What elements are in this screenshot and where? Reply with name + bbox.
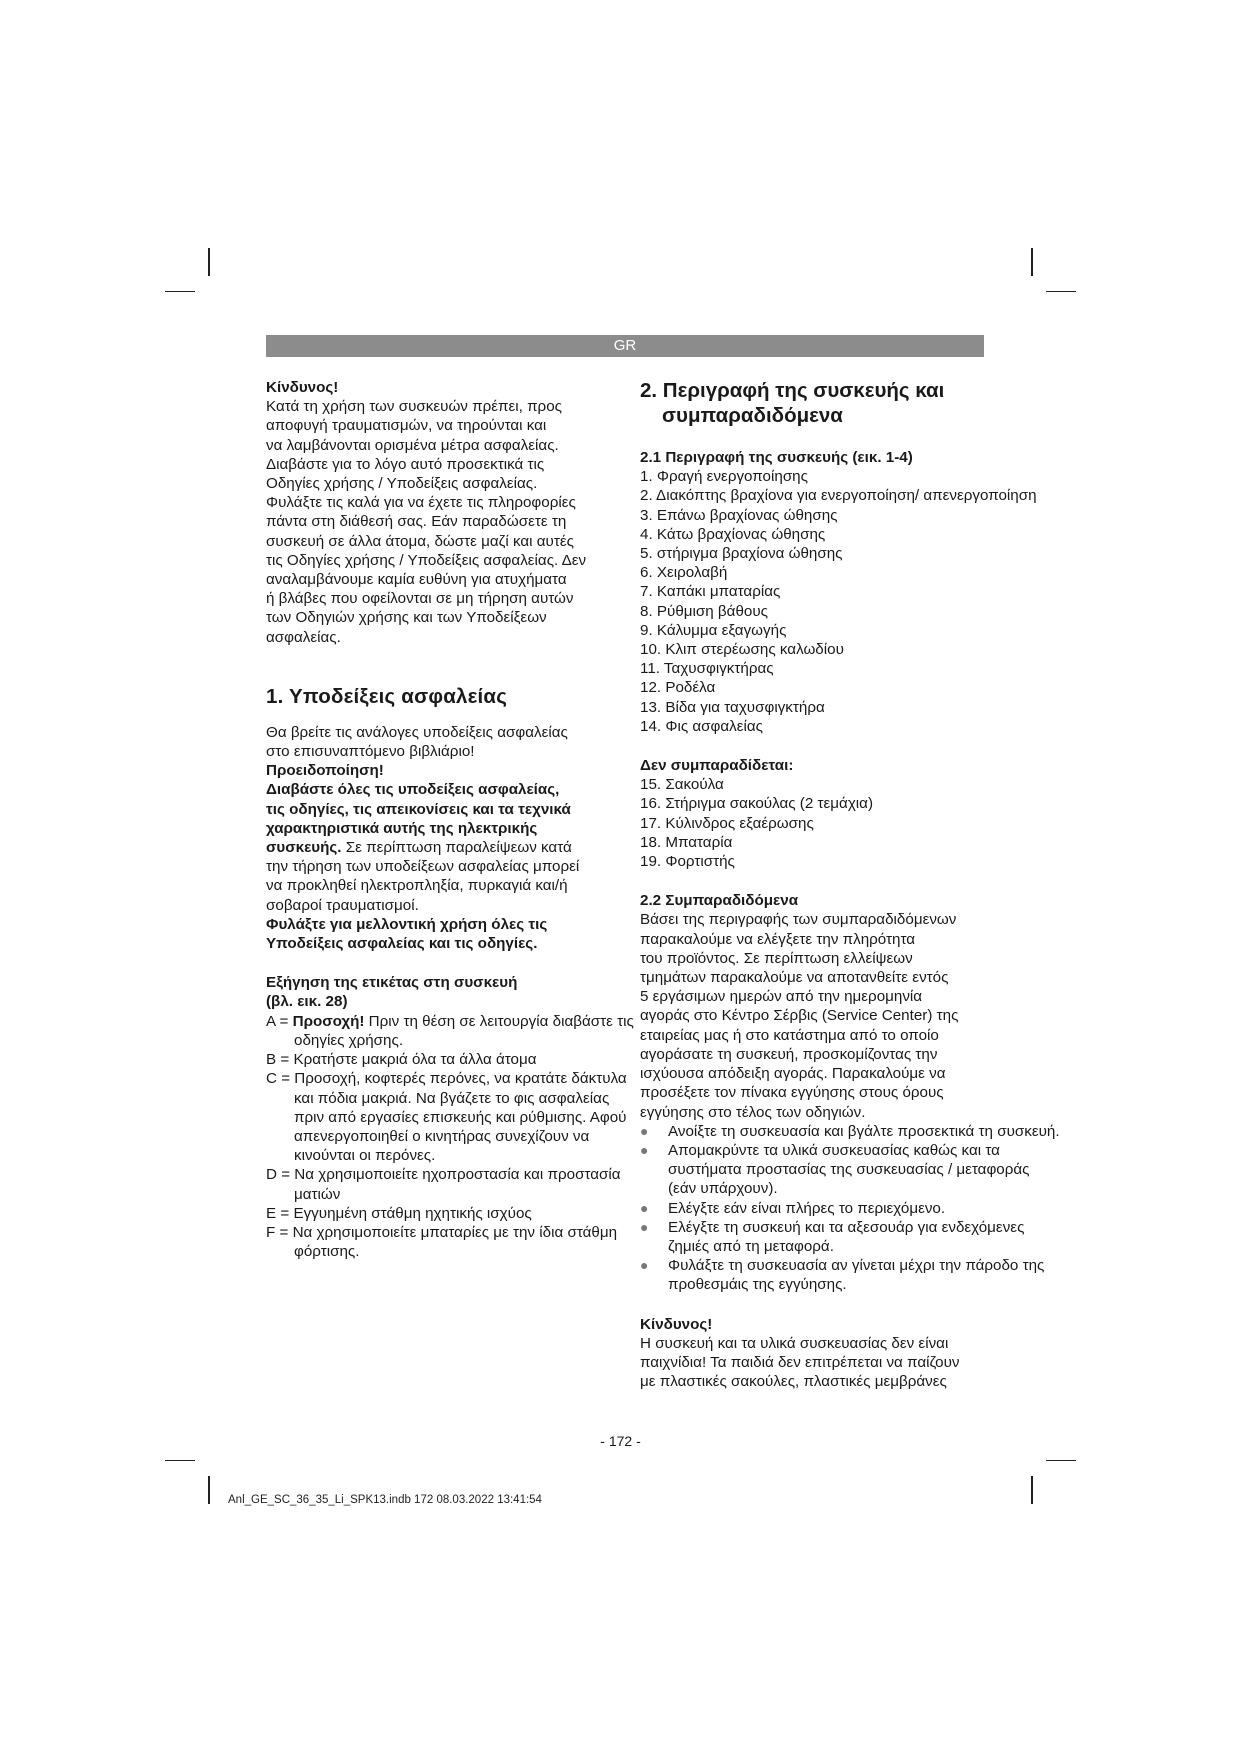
language-header-bar — [266, 335, 984, 357]
section2-heading: 2. Περιγραφή της συσκευής και — [640, 379, 945, 402]
bullet-item: ● Απομακρύντε τα υλικά συσκευασίας καθώς και τα συστήματα προστασίας της συσκευασίας / μεταφοράς (εάν υπάρχουν). — [640, 1141, 1030, 1198]
scope-line: τμημάτων παρακαλούμε να αποτανθείτε εντός — [640, 969, 949, 987]
danger-line: ή βλάβες που οφείλονται σε μη τήρηση αυτών — [266, 590, 574, 608]
danger-line: να λαμβάνονται ορισμένα μέτρα ασφαλείας. — [266, 436, 559, 454]
crop-mark — [1031, 248, 1033, 276]
danger2-line: Η συσκευή και τα υλικά συσκευασίας δεν είναι — [640, 1334, 949, 1352]
danger2-line: παιχνίδια! Τα παιδιά δεν επιτρέπεται να παίζουν — [640, 1353, 960, 1371]
scope-line: εγγύησης στο τέλος των οδηγιών. — [640, 1103, 866, 1121]
device-item: 8. Ρύθμιση βάθους — [640, 602, 768, 620]
label-item: C = Προσοχή, κοφτερές περόνες, να κρατάτε δάκτυλα και πόδια μακριά. Να βγάζετε το φις ασφαλείας πριν από εργασίες επισκευής και ρύθμισης. Αφού απενεργοποιηθεί ο κινητήρας συνεχίζουν να κινούνται οι περόνες. — [266, 1070, 627, 1165]
danger-title: Κίνδυνος! — [266, 379, 339, 396]
label-explanation-title: (βλ. εικ. 28) — [266, 993, 348, 1011]
danger-line: τις Οδηγίες χρήσης / Υποδείξεις ασφαλείας. Δεν — [266, 551, 587, 569]
section1-line: Θα βρείτε τις ανάλογες υποδείξεις ασφαλείας — [266, 723, 568, 741]
danger2-title: Κίνδυνος! — [640, 1315, 713, 1333]
right-column — [640, 378, 1060, 1391]
warning-title: Προειδοποίηση! — [266, 762, 384, 780]
bullet-icon: ● — [640, 1122, 649, 1139]
warning-bold-line: χαρακτηριστικά αυτής της ηλεκτρικής — [266, 819, 538, 837]
danger-line: πάντα στη διάθεσή σας. Εάν παραδώσετε τη — [266, 513, 567, 531]
subsection-2-2-title: 2.2 Συμπαραδιδόμενα — [640, 892, 799, 910]
scope-line: αγοράς στο Κέντρο Σέρβις (Service Center) της — [640, 1007, 959, 1025]
left-column — [266, 378, 638, 1261]
crop-mark — [208, 248, 210, 276]
page-number: - 172 - — [600, 1433, 641, 1449]
danger-line: Κατά τη χρήση των συσκευών πρέπει, προς — [266, 398, 562, 416]
device-item: 3. Επάνω βραχίονας ώθησης — [640, 506, 838, 524]
label-item: B = Κρατήστε μακριά όλα τα άλλα άτομα — [266, 1051, 537, 1069]
scope-line: ισχύουσα απόδειξη αγοράς. Παρακαλούμε να — [640, 1065, 946, 1083]
device-item: 1. Φραγή ενεργοποίησης — [640, 468, 808, 486]
bullet-icon: ● — [640, 1218, 649, 1235]
warning-bold-line: τις οδηγίες, τις απεικονίσεις και τα τεχνικά — [266, 800, 571, 818]
print-footer: Anl_GE_SC_36_35_Li_SPK13.indb 172 08.03.2022 13:41:54 — [228, 1494, 542, 1506]
device-item: 2. Διακόπτης βραχίονα για ενεργοποίηση/ απενεργοποίηση — [640, 487, 1037, 505]
danger-line: Διαβάστε για το λόγο αυτό προσεκτικά τις — [266, 455, 545, 473]
language-label: GR — [613, 337, 637, 354]
keep-bold-line: Φυλάξτε για μελλοντική χρήση όλες τις — [266, 915, 548, 933]
section1-line: στο επισυναπτόμενο βιβλιάριο! — [266, 743, 475, 761]
warning-mixed-line — [266, 838, 638, 857]
section1-heading: 1. Υποδείξεις ασφαλείας — [266, 684, 508, 708]
crop-mark — [1046, 291, 1076, 292]
danger-line: Οδηγίες χρήσης / Υποδείξεις ασφαλείας. — [266, 475, 538, 493]
label-explanation-title: Εξήγηση της ετικέτας στη συσκευή — [266, 974, 518, 992]
device-item: 14. Φις ασφαλείας — [640, 717, 763, 735]
warning-line: σοβαροί τραυματισμοί. — [266, 896, 419, 914]
not-included-item: 15. Σακούλα — [640, 776, 724, 794]
label-item: D = Να χρησιμοποιείτε ηχοπροστασία και προστασία ματιών — [266, 1166, 621, 1203]
scope-line: παρακαλούμε να ελέγξετε την πληρότητα — [640, 930, 916, 948]
scope-line: εταιρείας μας ή στο κατάστημα από το οποίο — [640, 1026, 939, 1044]
warning-mixed-bold: συσκευής. — [266, 839, 342, 857]
bullet-item: ● Ελέγξτε τη συσκευή και τα αξεσουάρ για ενδεχόμενες ζημιές από τη μεταφορά. — [640, 1218, 1025, 1255]
device-item: 11. Ταχυσφιγκτήρας — [640, 660, 774, 678]
not-included-item: 18. Μπαταρία — [640, 833, 733, 851]
bullet-icon: ● — [640, 1257, 649, 1274]
device-item: 6. Χειρολαβή — [640, 564, 728, 582]
crop-mark — [165, 291, 195, 292]
crop-mark — [165, 1460, 195, 1461]
danger-line: αποφυγή τραυματισμών, να τηρούνται και — [266, 417, 547, 435]
not-included-item: 17. Κύλινδρος εξαέρωσης — [640, 814, 814, 832]
device-item: 7. Καπάκι μπαταρίας — [640, 583, 781, 601]
scope-line: Βάσει της περιγραφής των συμπαραδιδόμενων — [640, 911, 957, 929]
scope-line: προσέξετε τον πίνακα εγγύησης στους όρους — [640, 1084, 944, 1102]
danger-line: αναλαμβάνουμε καμία ευθύνη για ατυχήματα — [266, 571, 567, 589]
scope-line: 5 εργάσιμων ημερών από την ημερομηνία — [640, 988, 923, 1006]
warning-bold-line: Διαβάστε όλες τις υποδείξεις ασφαλείας, — [266, 781, 560, 799]
not-included-item: 16. Στήριγμα σακούλας (2 τεμάχια) — [640, 795, 874, 813]
device-item: 5. στήριγμα βραχίονα ώθησης — [640, 545, 843, 563]
not-included-title: Δεν συμπαραδίδεται: — [640, 757, 794, 775]
danger-line: των Οδηγιών χρήσης και των Υποδείξεων — [266, 609, 547, 627]
device-item: 10. Κλιπ στερέωσης καλωδίου — [640, 641, 844, 659]
bullet-item: ● Ανοίξτε τη συσκευασία και βγάλτε προσεκτικά τη συσκευή. — [640, 1122, 1060, 1140]
device-item: 4. Κάτω βραχίονας ώθησης — [640, 525, 826, 543]
warning-line: την τήρηση των υποδείξεων ασφαλείας μπορεί — [266, 858, 580, 876]
device-item: 12. Ροδέλα — [640, 679, 716, 697]
not-included-item: 19. Φορτιστής — [640, 853, 735, 871]
danger-line: συσκευή σε άλλα άτομα, δώστε μαζί και αυτές — [266, 532, 574, 550]
danger-line: ασφαλείας. — [266, 628, 341, 646]
label-item: E = Εγγυημένη στάθμη ηχητικής ισχύος — [266, 1204, 532, 1222]
keep-bold-line: Υποδείξεις ασφαλείας και τις οδηγίες. — [266, 935, 538, 953]
bullet-item: ● Ελέγξτε εάν είναι πλήρες το περιεχόμενο. — [640, 1199, 946, 1217]
warning-mixed-rest: Σε περίπτωση παραλείψεων κατά — [341, 839, 572, 857]
bullet-icon: ● — [640, 1199, 649, 1216]
crop-mark — [1031, 1476, 1033, 1504]
device-item: 13. Βίδα για ταχυσφιγκτήρα — [640, 698, 825, 716]
warning-line: να προκληθεί ηλεκτροπληξία, πυρκαγιά και/ή — [266, 877, 568, 895]
label-item: A = Προσοχή! Πριν τη θέση σε λειτουργία διαβάστε τις οδηγίες χρήσης. — [266, 1012, 634, 1049]
bullet-icon: ● — [640, 1141, 649, 1158]
section2-heading: συμπαραδιδόμενα — [662, 404, 843, 427]
crop-mark — [1046, 1460, 1076, 1461]
scope-line: του προϊόντος. Σε περίπτωση ελλείψεων — [640, 949, 913, 967]
danger2-line: με πλαστικές σακούλες, πλαστικές μεμβράνες — [640, 1373, 947, 1391]
danger-line: Φυλάξτε τις καλά για να έχετε τις πληροφορίες — [266, 494, 576, 512]
subsection-2-1-title: 2.1 Περιγραφή της συσκευής (εικ. 1-4) — [640, 449, 913, 466]
label-item: F = Να χρησιμοποιείτε μπαταρίες με την ίδια στάθμη φόρτισης. — [266, 1223, 618, 1261]
bullet-item: ● Φυλάξτε τη συσκευασία αν γίνεται μέχρι την πάροδο της προθεσμάις της εγγύησης. — [640, 1257, 1045, 1294]
scope-line: αγοράσατε τη συσκευή, προσκομίζοντας την — [640, 1045, 938, 1063]
device-item: 9. Κάλυμμα εξαγωγής — [640, 621, 787, 639]
crop-mark — [208, 1476, 210, 1504]
